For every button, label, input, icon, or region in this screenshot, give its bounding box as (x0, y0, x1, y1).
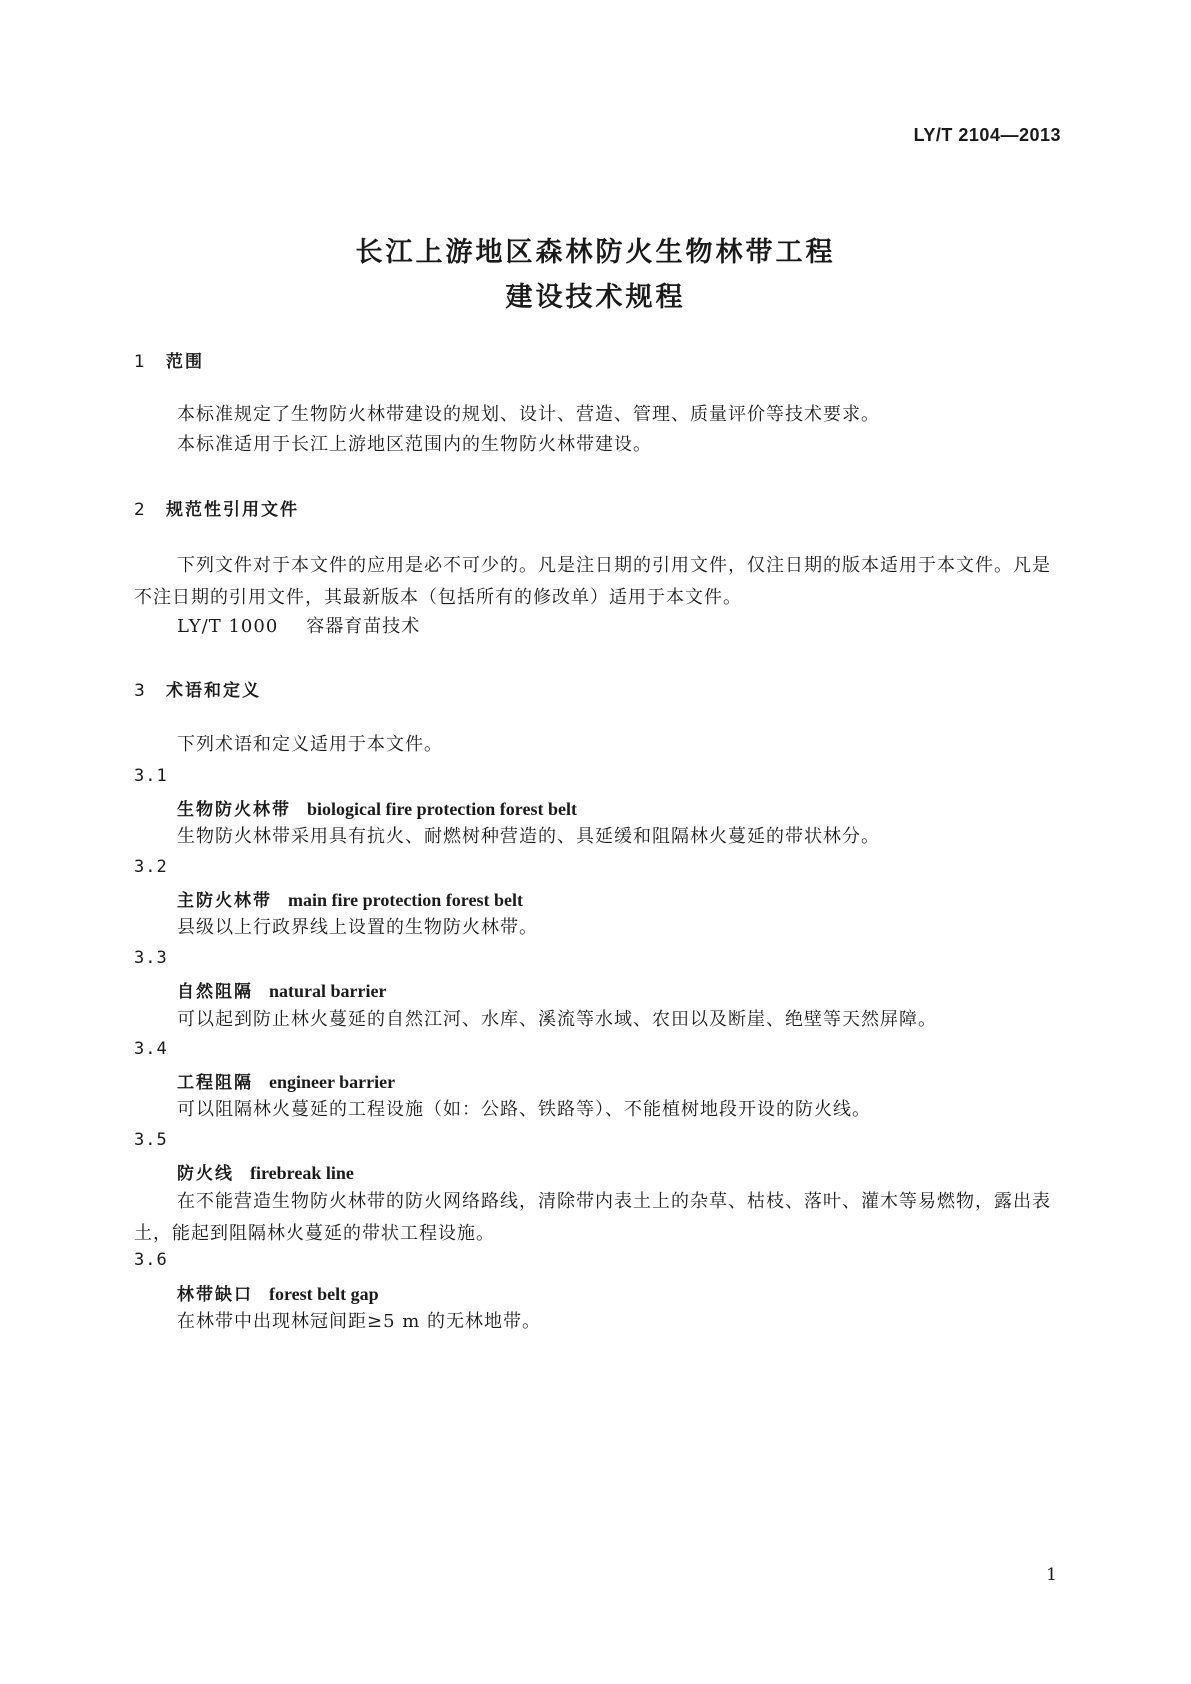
term-heading (177, 977, 386, 1002)
section-3-heading (134, 676, 261, 701)
term-chinese: 工程阻隔 (177, 1073, 253, 1093)
document-title-line1: 长江上游地区森林防火生物林带工程 (355, 237, 836, 268)
reference-title: 容器育苗技术 (306, 616, 421, 637)
scope-paragraph-2: 本标准适用于长江上游地区范围内的生物防火林带建设。 (177, 434, 652, 455)
section-number: 1 (134, 352, 147, 372)
term-english: firebreak line (250, 1163, 354, 1183)
term-chinese: 自然阻隔 (177, 982, 253, 1002)
term-chinese: 林带缺口 (177, 1285, 253, 1305)
term-definition: 在不能营造生物防火林带的防火网络路线，清除带内表土上的杂草、枯枝、落叶、灌木等易燃物，露出表土，能起到阻隔林火蔓延的带状工程设施。 (134, 1191, 1051, 1244)
term-heading (177, 1068, 395, 1093)
term-number: 3.4 (134, 1039, 168, 1059)
terms-intro: 下列术语和定义适用于本文件。 (177, 734, 443, 755)
term-definition: 可以阻隔林火蔓延的工程设施（如：公路、铁路等）、不能植树地段开设的防火线。 (177, 1099, 871, 1120)
section-title: 术语和定义 (166, 681, 261, 701)
standard-code: LY/T 2104—2013 (913, 125, 1061, 145)
section-number: 3 (134, 681, 147, 701)
section-number: 2 (134, 500, 147, 520)
term-number: 3.2 (134, 857, 168, 877)
section-title: 规范性引用文件 (166, 500, 299, 520)
section-1-heading (134, 347, 204, 372)
term-english: engineer barrier (269, 1072, 396, 1092)
normative-refs-intro: 下列文件对于本文件的应用是必不可少的。凡是注日期的引用文件，仅注日期的版本适用于本文件。凡是不注日期的引用文件，其最新版本（包括所有的修改单）适用于本文件。 (134, 555, 1051, 608)
term-english: forest belt gap (269, 1284, 379, 1304)
term-definition: 生物防火林带采用具有抗火、耐燃树种营造的、具延缓和阻隔林火蔓延的带状林分。 (177, 826, 880, 847)
term-english: biological fire protection forest belt (307, 799, 577, 819)
term-heading (177, 886, 523, 911)
term-english: natural barrier (269, 981, 387, 1001)
page-number: 1 (1046, 1565, 1057, 1585)
term-heading (177, 795, 577, 820)
term-heading (177, 1280, 379, 1305)
reference-entry (177, 614, 1057, 640)
section-title: 范围 (166, 352, 204, 372)
term-chinese: 主防火林带 (177, 891, 272, 911)
term-number: 3.3 (134, 948, 168, 968)
term-chinese: 防火线 (177, 1164, 234, 1184)
term-definition: 可以起到防止林火蔓延的自然江河、水库、溪流等水域、农田以及断崖、绝壁等天然屏障。 (177, 1009, 937, 1030)
term-definition: 在林带中出现林冠间距≥5 m 的无林地带。 (177, 1311, 542, 1332)
section-2-heading (134, 495, 299, 520)
term-number: 3.5 (134, 1130, 168, 1150)
term-definition: 县级以上行政界线上设置的生物防火林带。 (177, 917, 538, 938)
scope-paragraph-1: 本标准规定了生物防火林带建设的规划、设计、营造、管理、质量评价等技术要求。 (177, 404, 880, 425)
term-chinese: 生物防火林带 (177, 800, 291, 820)
document-title-line2: 建设技术规程 (505, 282, 686, 313)
term-english: main fire protection forest belt (288, 890, 523, 910)
term-number: 3.6 (134, 1250, 168, 1270)
reference-code: LY/T 1000 (177, 616, 279, 637)
term-heading (177, 1159, 354, 1184)
term-number: 3.1 (134, 766, 168, 786)
